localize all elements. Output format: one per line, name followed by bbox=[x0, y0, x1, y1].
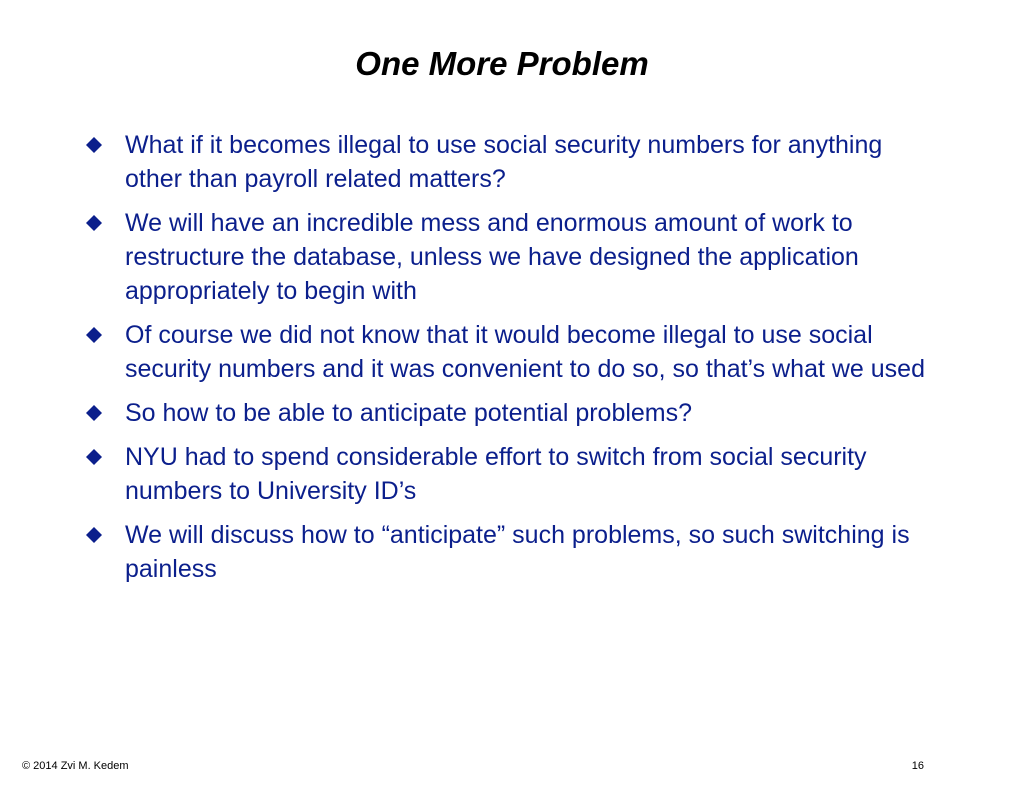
bullet-text: What if it becomes illegal to use social security numbers for anything other than payroll related matters? bbox=[125, 131, 883, 193]
diamond-bullet-icon bbox=[86, 405, 102, 421]
slide-title: One More Problem bbox=[355, 45, 649, 82]
diamond-bullet-icon bbox=[86, 449, 102, 465]
diamond-bullet-icon bbox=[86, 137, 102, 153]
bullet-list bbox=[80, 128, 940, 596]
footer-page-number: 16 bbox=[911, 760, 924, 772]
bullet-item bbox=[80, 518, 940, 586]
diamond-bullet-icon bbox=[86, 527, 102, 543]
bullet-text: Of course we did not know that it would become illegal to use social security numbers and it was convenient to do so, so that’s what we used bbox=[125, 321, 925, 383]
bullet-item bbox=[80, 206, 940, 308]
bullet-item bbox=[80, 128, 940, 196]
bullet-text: We will have an incredible mess and enormous amount of work to restructure the database, unless we have designed the application appropriately to begin with bbox=[125, 209, 859, 305]
bullet-item bbox=[80, 318, 940, 386]
footer-copyright: © 2014 Zvi M. Kedem bbox=[22, 760, 129, 772]
diamond-bullet-icon bbox=[86, 215, 102, 231]
bullet-item bbox=[80, 440, 940, 508]
bullet-text: NYU had to spend considerable effort to switch from social security numbers to University ID’s bbox=[125, 443, 867, 505]
bullet-text: So how to be able to anticipate potential problems? bbox=[125, 399, 693, 427]
bullet-text: We will discuss how to “anticipate” such problems, so such switching is painless bbox=[125, 521, 910, 583]
bullet-item bbox=[80, 396, 940, 430]
diamond-bullet-icon bbox=[86, 327, 102, 343]
